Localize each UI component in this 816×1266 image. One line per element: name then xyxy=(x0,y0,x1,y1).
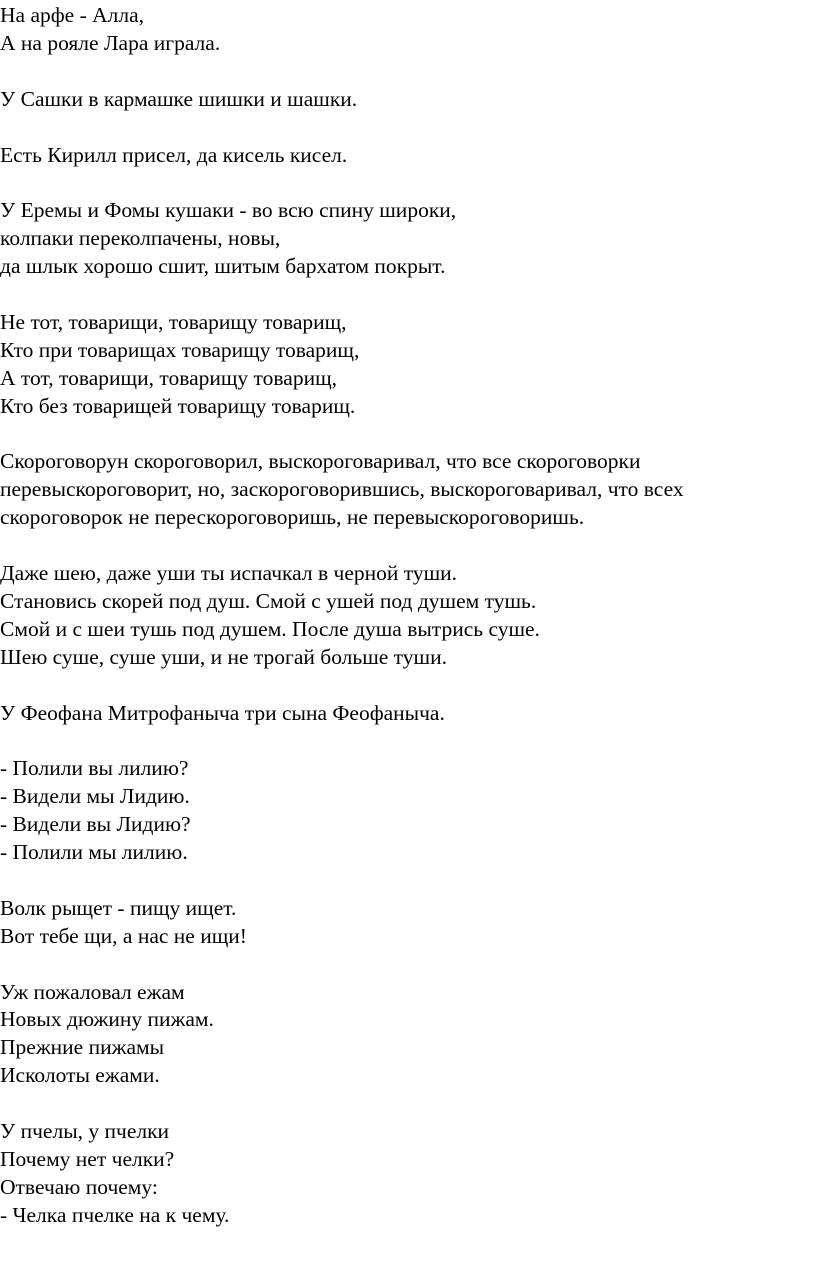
text-line: скороговорок не перескороговоришь, не перевыскороговоришь. xyxy=(0,505,585,530)
stanza-11 xyxy=(0,979,810,1091)
text-line: колпаки переколпачены, новы, xyxy=(0,226,281,251)
text-line: Исколоты ежами. xyxy=(0,1063,160,1088)
text-line: Уж пожаловал ежам xyxy=(0,979,185,1004)
text-line: - Челка пчелке на к чему. xyxy=(0,1202,230,1227)
stanza-5 xyxy=(0,309,810,421)
stanza-6 xyxy=(0,448,810,532)
text-line: А на рояле Лара играла. xyxy=(0,30,221,55)
stanza-8 xyxy=(0,700,810,728)
text-line: У Феофана Митрофаныча три сына Феофаныча. xyxy=(0,700,445,725)
text-line: Вот тебе щи, а нас не ищи! xyxy=(0,923,247,948)
text-line: Становись скорей под душ. Смой с ушей под душем тушь. xyxy=(0,588,537,613)
text-line: Скороговорун скороговорил, выскороговаривал, что все скороговорки xyxy=(0,449,641,474)
stanza-12 xyxy=(0,1118,810,1230)
text-line: Есть Кирилл присел, да кисель кисел. xyxy=(0,142,348,167)
text-line: - Видели вы Лидию? xyxy=(0,812,191,837)
text-line: Смой и с шеи тушь под душем. После душа вытрись суше. xyxy=(0,616,540,641)
text-line: Волк рыщет - пищу ищет. xyxy=(0,895,237,920)
stanza-7 xyxy=(0,560,810,672)
text-line: На арфе - Алла, xyxy=(0,3,145,27)
text-line: - Полили мы лилию. xyxy=(0,840,188,865)
text-line: да шлык хорошо сшит, шитым бархатом покрыт. xyxy=(0,254,446,279)
text-line: Прежние пижамы xyxy=(0,1035,165,1060)
text-line: Не тот, товарищи, товарищу товарищ, xyxy=(0,309,347,334)
text-line: - Видели мы Лидию. xyxy=(0,784,190,809)
text-line: - Полили вы лилию? xyxy=(0,756,189,781)
stanza-3 xyxy=(0,142,810,170)
stanza-1 xyxy=(0,2,810,58)
text-line: У пчелы, у пчелки xyxy=(0,1119,170,1144)
text-line: У Сашки в кармашке шишки и шашки. xyxy=(0,86,358,111)
text-line: Отвечаю почему: xyxy=(0,1174,158,1199)
stanza-2 xyxy=(0,86,810,114)
text-line: А тот, товарищи, товарищу товарищ, xyxy=(0,365,338,390)
text-line: Шею суше, суше уши, и не трогай больше туши. xyxy=(0,644,447,669)
text-line: Новых дюжину пижам. xyxy=(0,1007,214,1032)
document-body xyxy=(0,2,810,1258)
text-line: Даже шею, даже уши ты испачкал в черной туши. xyxy=(0,561,458,586)
text-line: У Еремы и Фомы кушаки - во всю спину широки, xyxy=(0,198,457,223)
text-line: Кто при товарищах товарищу товарищ, xyxy=(0,337,360,362)
stanza-9 xyxy=(0,755,810,867)
text-line: Почему нет челки? xyxy=(0,1146,175,1171)
text-line: Кто без товарищей товарищу товарищ. xyxy=(0,393,356,418)
stanza-10 xyxy=(0,895,810,951)
stanza-4 xyxy=(0,197,810,281)
text-line: перевыскороговорит, но, заскороговорившись, выскороговаривал, что всех xyxy=(0,477,684,502)
